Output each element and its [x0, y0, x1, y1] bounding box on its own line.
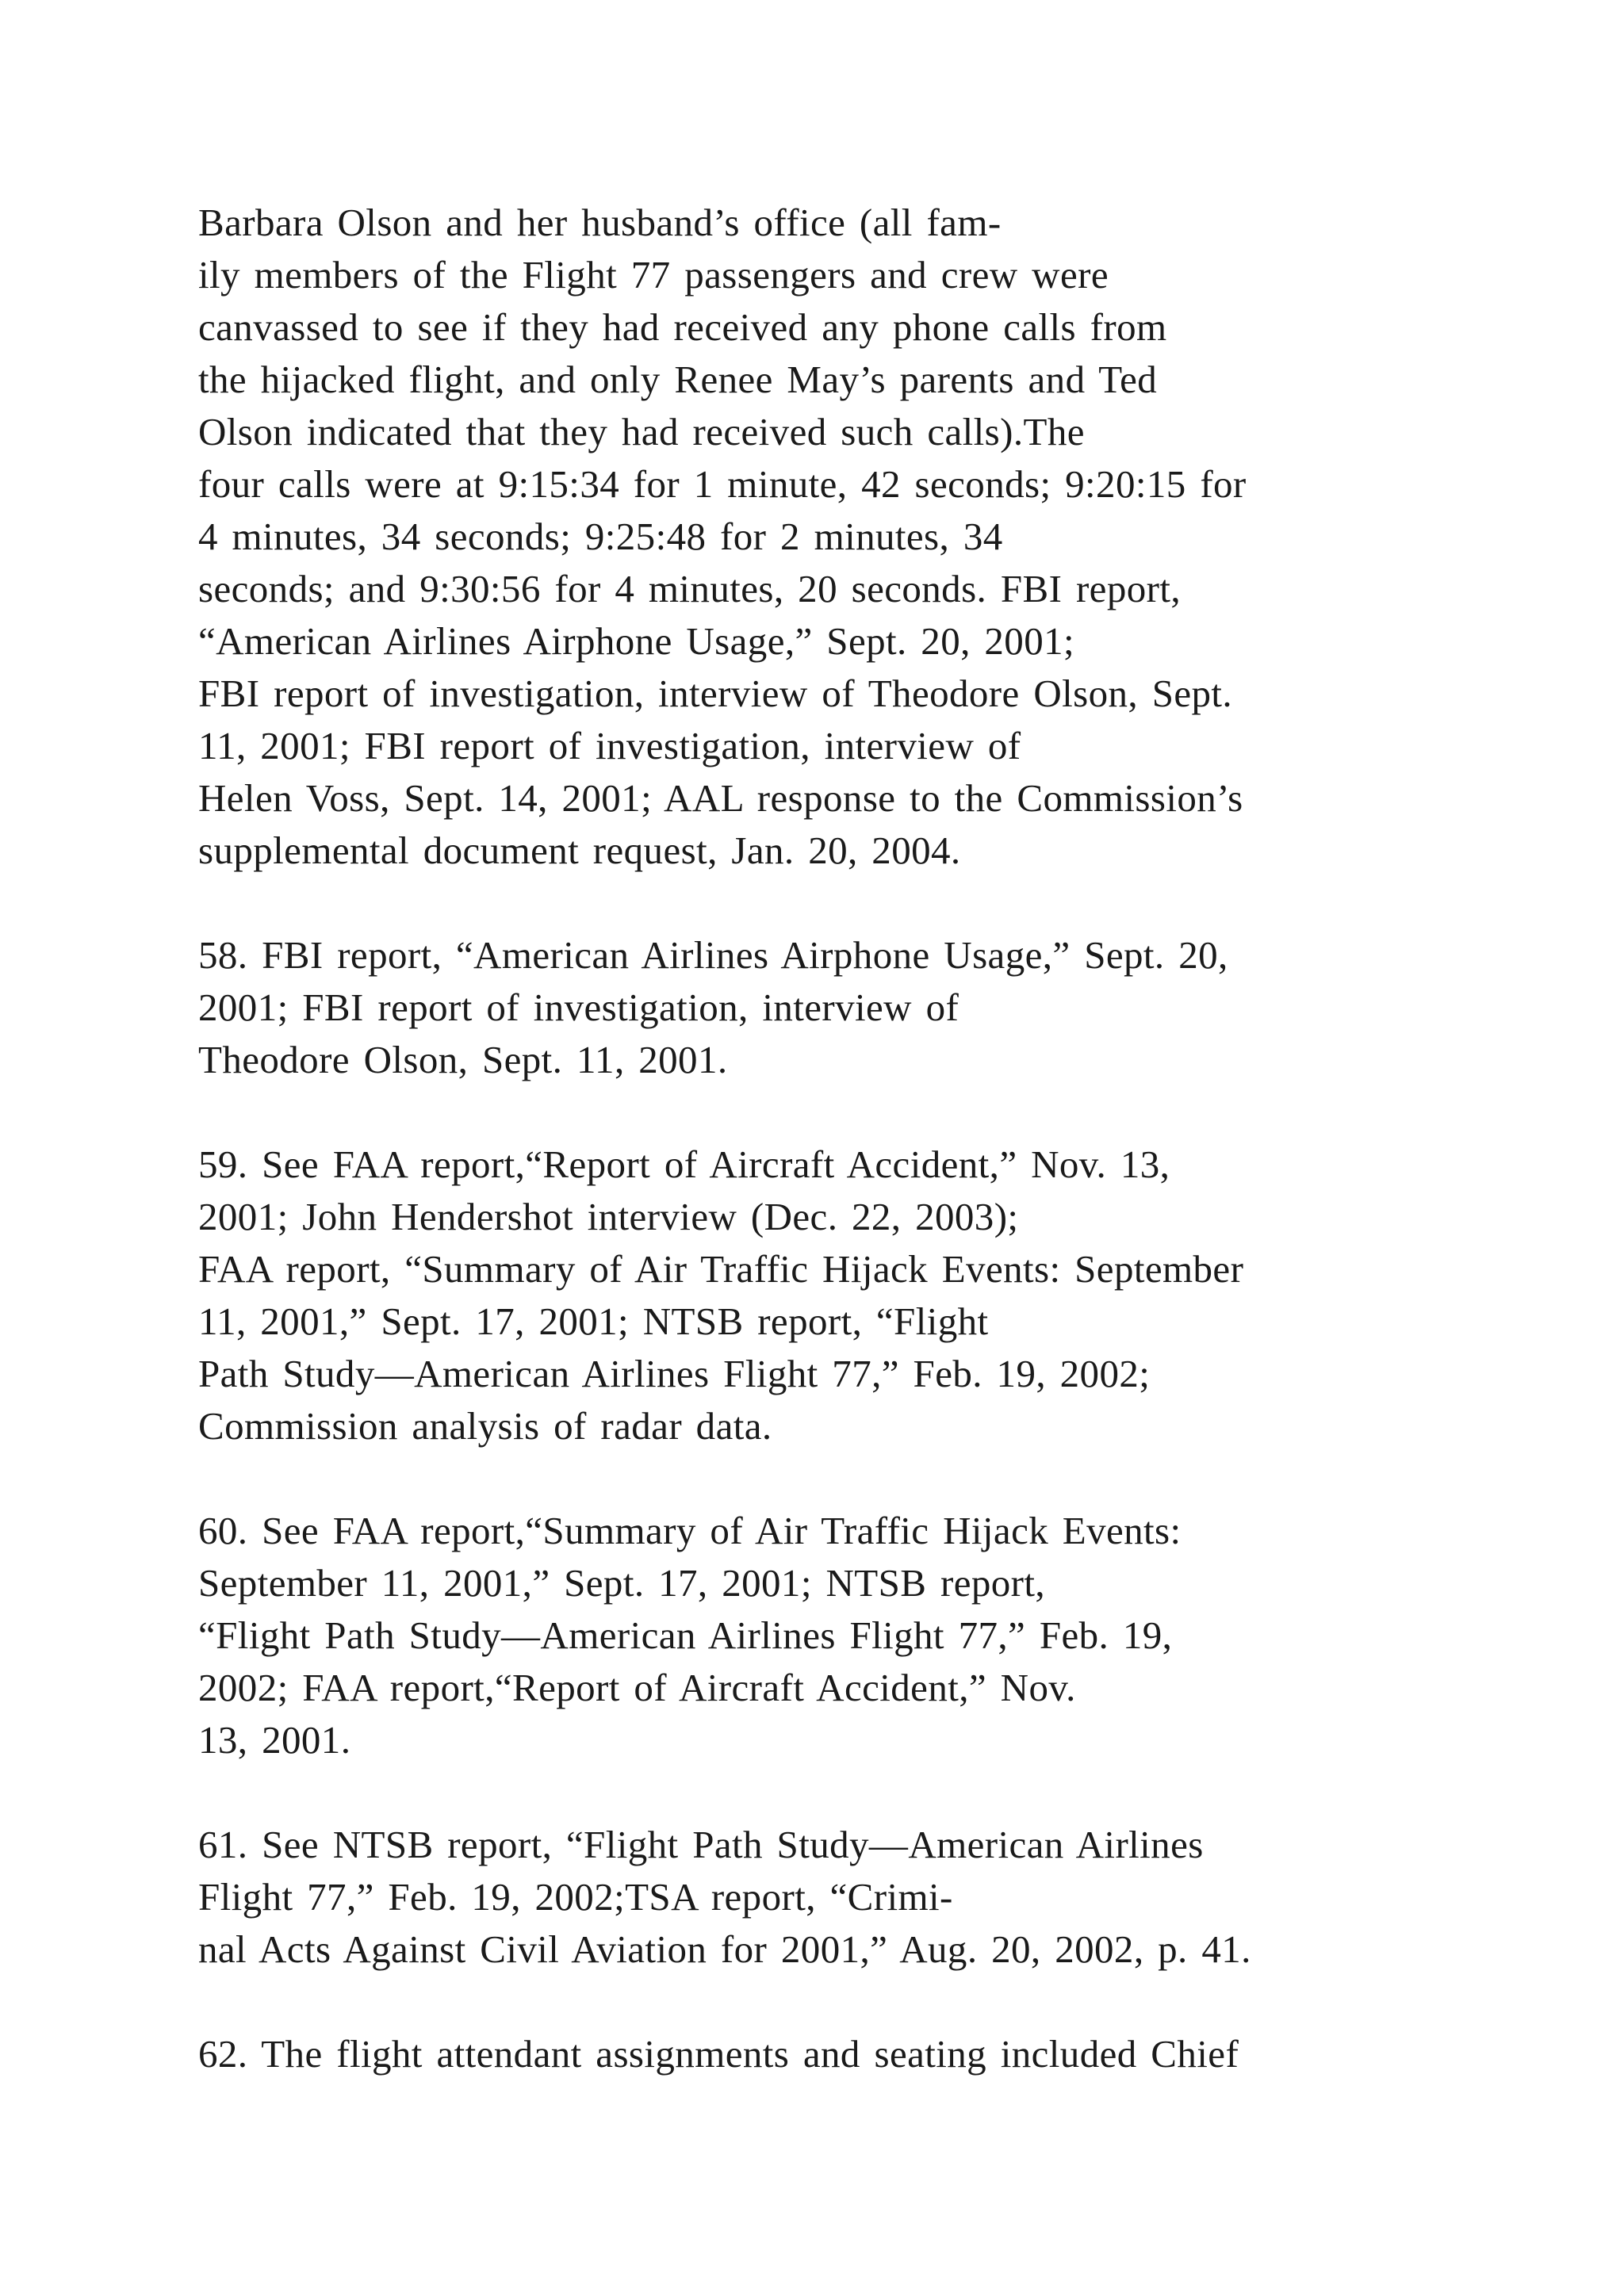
text-line: 61. See NTSB report, “Flight Path Study—American Airlines [198, 1823, 1204, 1866]
text-line: Commission analysis of radar data. [198, 1404, 772, 1448]
paragraph [198, 1819, 1507, 1976]
text-line: seconds; and 9:30:56 for 4 minutes, 20 seconds. FBI report, [198, 567, 1182, 610]
text-line: Flight 77,” Feb. 19, 2002;TSA report, “Crimi- [198, 1875, 953, 1919]
text-line: 58. FBI report, “American Airlines Airphone Usage,” Sept. 20, [198, 933, 1228, 977]
text-line: 13, 2001. [198, 1718, 351, 1762]
text-line: 11, 2001; FBI report of investigation, interview of [198, 724, 1021, 767]
text-line: “American Airlines Airphone Usage,” Sept. 20, 2001; [198, 619, 1075, 663]
text-line: FBI report of investigation, interview of Theodore Olson, Sept. [198, 672, 1233, 715]
paragraph [198, 2028, 1507, 2080]
text-line: ily members of the Flight 77 passengers and crew were [198, 253, 1109, 297]
text-line: 2001; John Hendershot interview (Dec. 22, 2003); [198, 1195, 1019, 1238]
text-line: 11, 2001,” Sept. 17, 2001; NTSB report, “Flight [198, 1299, 989, 1343]
text-line: FAA report, “Summary of Air Traffic Hijack Events: September [198, 1247, 1244, 1291]
text-line: Path Study—American Airlines Flight 77,” Feb. 19, 2002; [198, 1352, 1151, 1395]
paragraph [198, 197, 1507, 877]
text-line: Theodore Olson, Sept. 11, 2001. [198, 1038, 728, 1081]
text-line: nal Acts Against Civil Aviation for 2001,” Aug. 20, 2002, p. 41. [198, 1927, 1251, 1971]
paragraph [198, 929, 1507, 1086]
text-line: 2001; FBI report of investigation, interview of [198, 985, 959, 1029]
text-line: 2002; FAA report,“Report of Aircraft Accident,” Nov. [198, 1666, 1076, 1709]
text-line: “Flight Path Study—American Airlines Flight 77,” Feb. 19, [198, 1613, 1173, 1657]
paragraph [198, 1138, 1507, 1452]
text-line: Olson indicated that they had received such calls).The [198, 410, 1085, 453]
text-line: canvassed to see if they had received any phone calls from [198, 305, 1167, 349]
text-line: Barbara Olson and her husband’s office (all fam- [198, 201, 1002, 244]
text-line: 62. The flight attendant assignments and seating included Chief [198, 2032, 1239, 2076]
text-line: four calls were at 9:15:34 for 1 minute, 42 seconds; 9:20:15 for [198, 462, 1247, 506]
text-line: 60. See FAA report,“Summary of Air Traffic Hijack Events: [198, 1509, 1182, 1552]
text-line: 59. See FAA report,“Report of Aircraft Accident,” Nov. 13, [198, 1142, 1170, 1186]
text-line: Helen Voss, Sept. 14, 2001; AAL response to the Commission’s [198, 776, 1243, 820]
text-line: September 11, 2001,” Sept. 17, 2001; NTSB report, [198, 1561, 1046, 1605]
text-line: supplemental document request, Jan. 20, 2004. [198, 828, 961, 872]
text-line: 4 minutes, 34 seconds; 9:25:48 for 2 minutes, 34 [198, 515, 1003, 558]
document-body [198, 197, 1507, 2133]
paragraph [198, 1505, 1507, 1766]
text-line: the hijacked flight, and only Renee May’s parents and Ted [198, 358, 1158, 401]
